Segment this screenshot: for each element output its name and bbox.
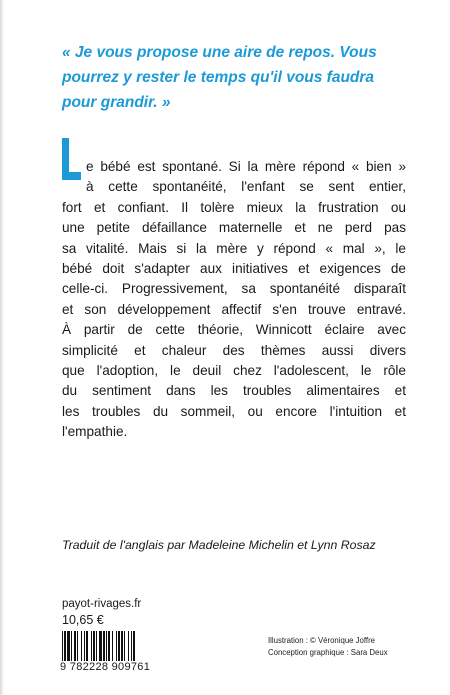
design-credit: Conception graphique : Sara Deux <box>268 648 388 657</box>
blurb-line: une petite défaillance maternelle et ne perd pas <box>62 220 406 236</box>
blurb-line: bébé doit s'adapter aux initiatives et exigences de <box>62 260 406 276</box>
blurb-line: celle-ci. Progressivement, sa spontanéité disparaît <box>62 281 406 297</box>
quote-line: pour grandir. » <box>62 94 171 111</box>
blurb-line: e bébé est spontané. Si la mère répond « bien » <box>86 159 406 174</box>
blurb-line: fort et confiant. Il tolère mieux la frustration ou <box>62 199 406 215</box>
illustration-credit: Illustration : © Véronique Joffre <box>268 636 376 645</box>
pull-quote <box>62 40 402 115</box>
publisher-site: payot-rivages.fr <box>62 598 142 610</box>
cover-credits <box>268 635 388 659</box>
blurb-line: et son développement affectif s'en trouve entravé. <box>62 301 406 317</box>
quote-line: « Je vous propose une aire de repos. Vous <box>62 44 377 61</box>
blurb-line: du sentiment dans les troubles alimentaires et <box>62 383 406 399</box>
blurb-line: les troubles du sommeil, ou encore l'intuition et <box>62 403 406 419</box>
translator-credit: Traduit de l'anglais par Madeleine Michelin et Lynn Rosaz <box>62 538 376 552</box>
blurb-line: simplicité et chaleur des thèmes aussi divers <box>62 342 406 358</box>
blurb-line: sa vitalité. Mais si la mère y répond « mal », le <box>62 240 406 256</box>
blurb-line: l'empathie. <box>62 424 128 440</box>
cover-edge-shadow <box>0 0 4 695</box>
blurb-text <box>62 157 406 442</box>
isbn-number: 9 782228 909761 <box>60 661 151 673</box>
barcode-image <box>62 631 174 661</box>
blurb-line: que l'adoption, le deuil chez l'adolescent, le rôle <box>62 362 406 378</box>
price-label: 10,65 € <box>62 613 104 627</box>
quote-line: pourrez y rester le temps qu'il vous faudra <box>62 69 375 86</box>
blurb-line: À partir de cette théorie, Winnicott éclaire avec <box>62 322 406 338</box>
blurb-line: à cette spontanéité, l'enfant se sent entier, <box>86 179 406 195</box>
